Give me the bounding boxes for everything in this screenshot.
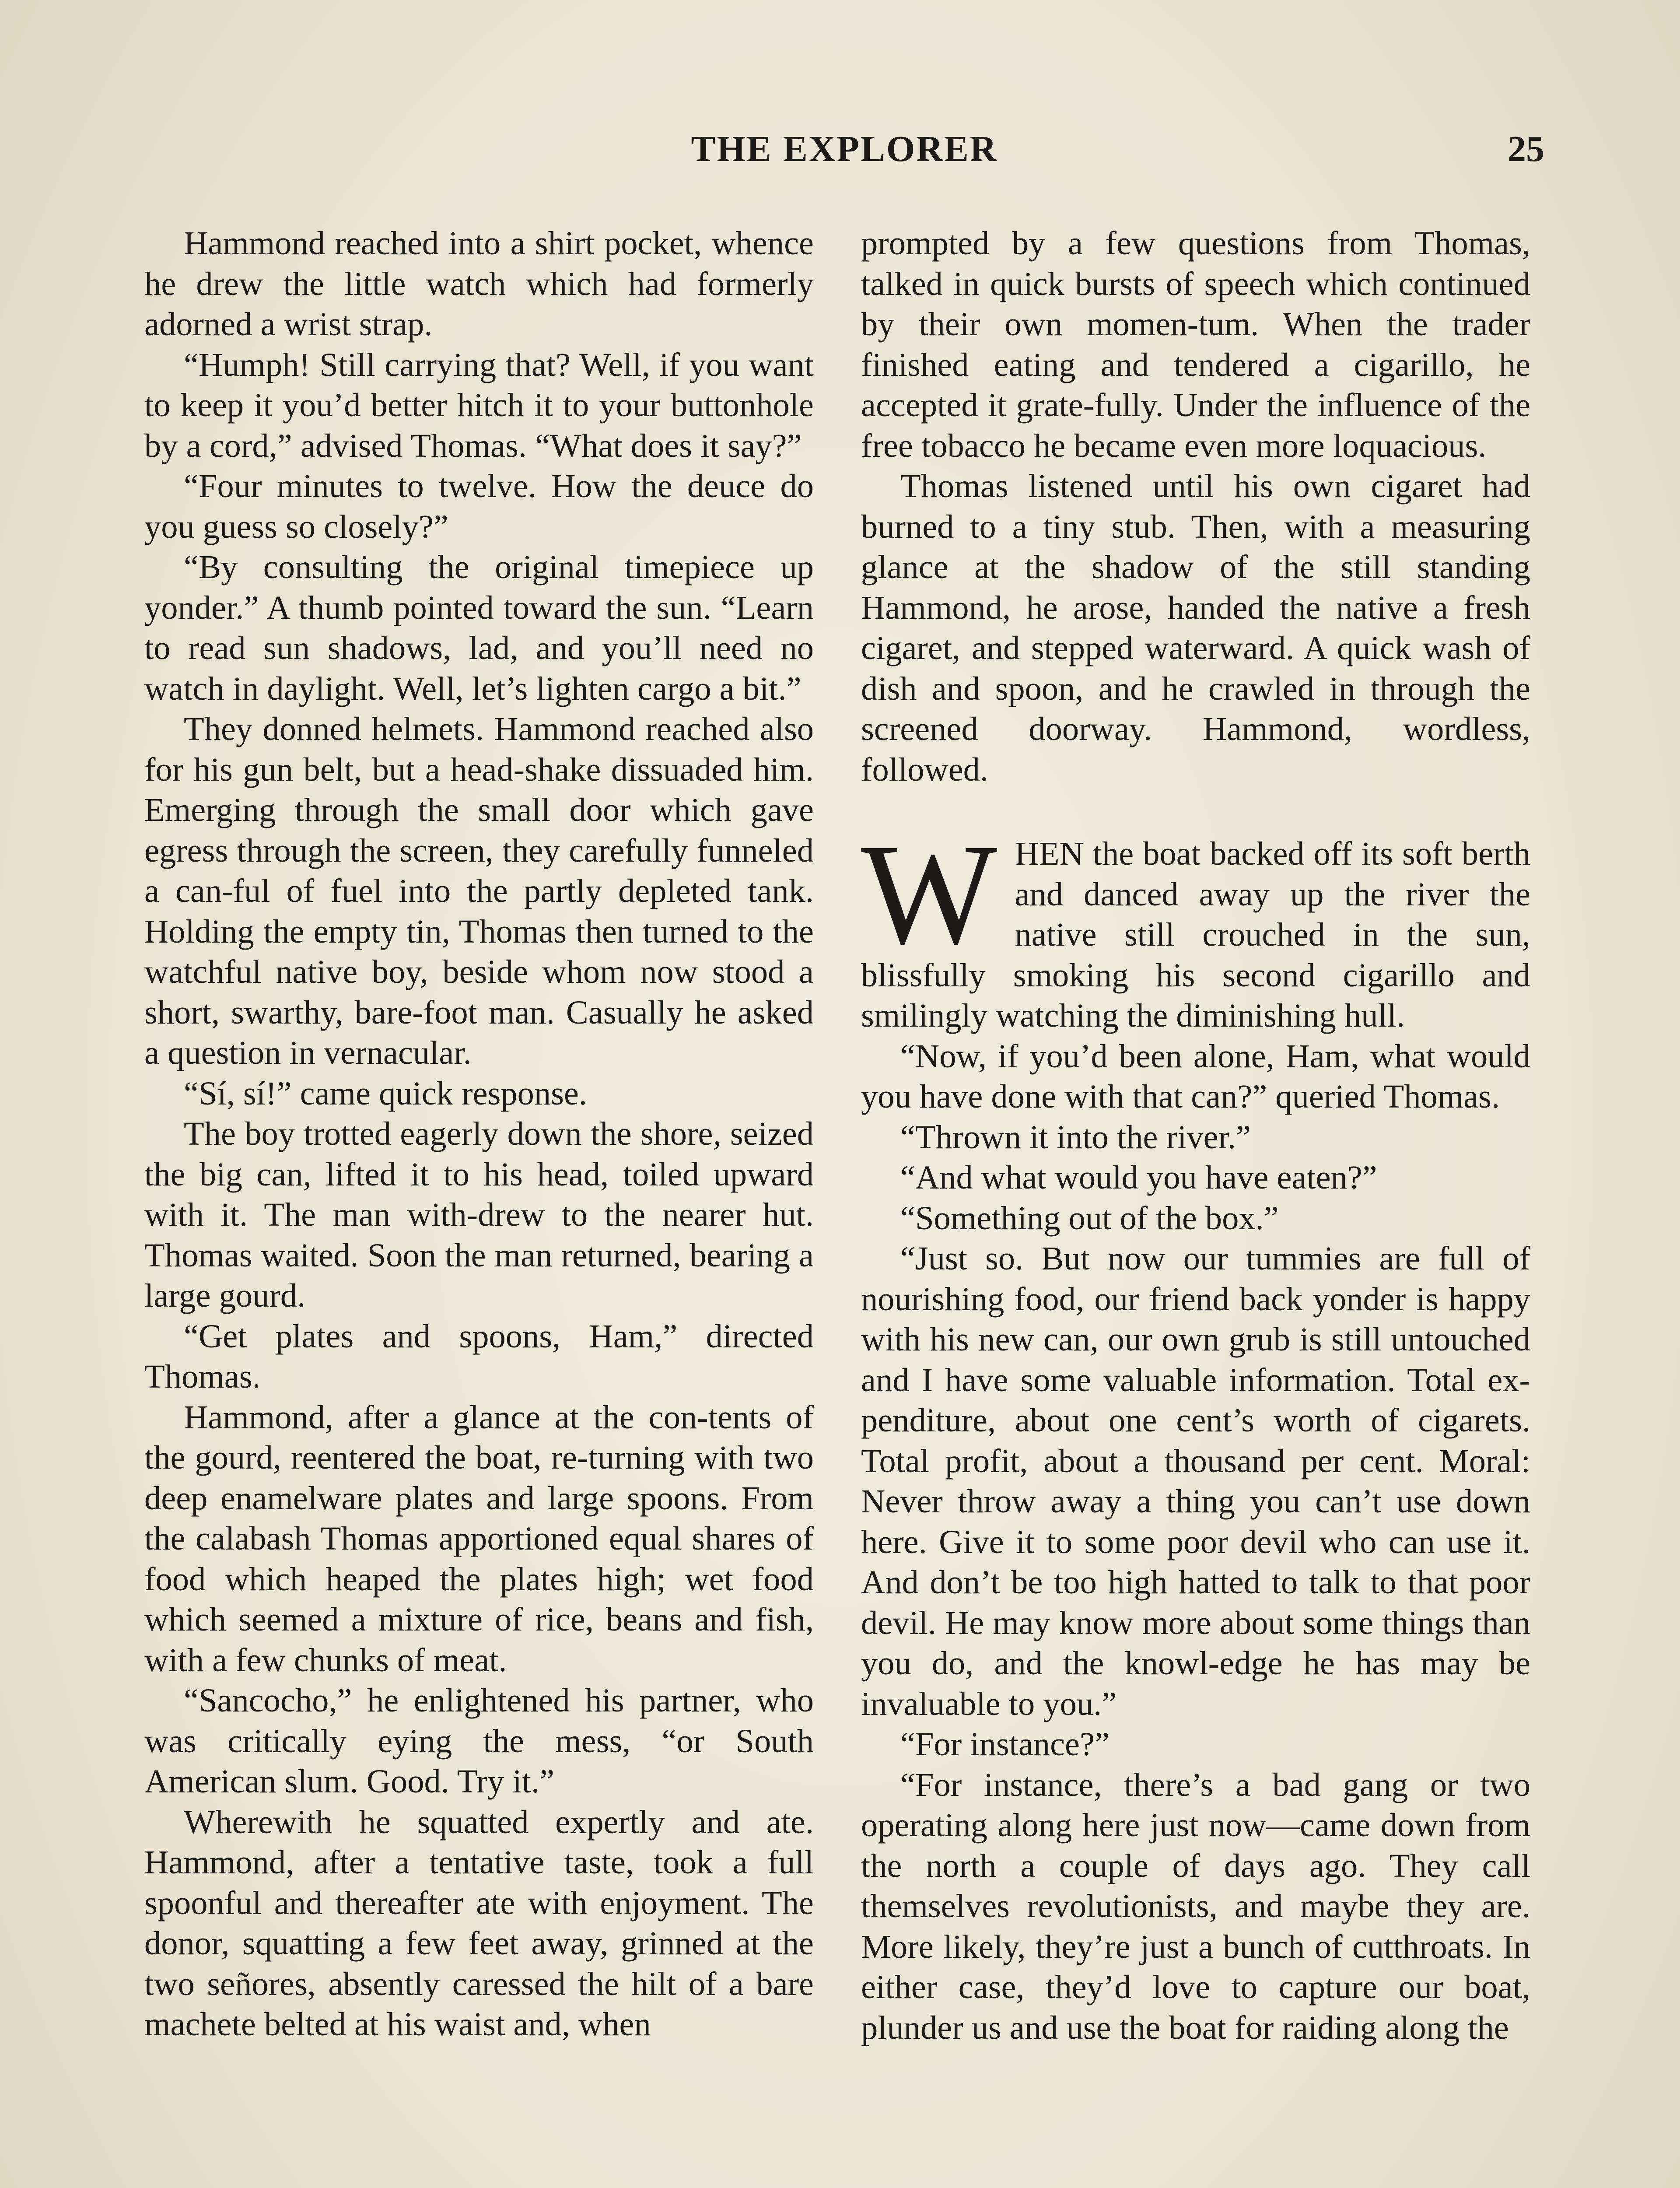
paragraph: Hammond reached into a shirt pocket, whence he drew the little watch which had formerly adorned a wrist strap. bbox=[144, 224, 814, 343]
page-header bbox=[144, 128, 1544, 176]
paragraph: “Sí, sí!” came quick response. bbox=[184, 1074, 587, 1112]
paragraph: The boy trotted eagerly down the shore, seized the big can, lifted it to his head, toiled upward with it. The man with-drew to the nearer hut. Thomas waited. Soon the man returned, bearing a large gourd. bbox=[144, 1115, 814, 1314]
paragraph: “Get plates and spoons, Ham,” directed Thomas. bbox=[144, 1317, 814, 1395]
paragraph: “Sancocho,” he enlightened his partner, who was critically eying the mess, “or South American slum. Good. Try it.” bbox=[144, 1682, 814, 1800]
paragraph: “For instance?” bbox=[900, 1725, 1110, 1763]
paragraph: “Thrown it into the river.” bbox=[900, 1118, 1251, 1156]
paragraph: “Something out of the box.” bbox=[900, 1199, 1279, 1237]
section-opening-text: HEN the boat backed off its soft berth and danced away up the river the native still crouched in the sun, blissfully smoking his second cigarillo and smilingly watching the diminishing hull. bbox=[861, 835, 1530, 1034]
paragraph: “For instance, there’s a bad gang or two operating along here just now—came down from the north a couple of days ago. They call themselves revolutionists, and maybe they are. More likely, they’re just a bunch of cutthroats. In either case, they’d love to capture our boat, plunder us and use the boat for raiding along the bbox=[861, 1766, 1530, 2046]
paragraph: Thomas listened until his own cigaret had burned to a tiny stub. Then, with a measuring glance at the shadow of the still standing Hammond, he arose, handed the native a fresh cigaret, and stepped waterward. A quick wash of dish and spoon, and he crawled in through the screened doorway. Hammond, wordless, followed. bbox=[861, 467, 1530, 788]
paragraph-continued: prompted by a few questions from Thomas, talked in quick bursts of speech which continued by their own momen-tum. When the trader finished eating and tendered a cigarillo, he accepted it grate-fully. Under the influence of the free tobacco he became even more loquacious. bbox=[861, 224, 1530, 464]
section-opening-paragraph bbox=[861, 814, 1530, 1036]
left-column bbox=[144, 223, 814, 2045]
running-title: THE EXPLORER bbox=[691, 129, 998, 169]
paragraph: “By consulting the original timepiece up yonder.” A thumb pointed toward the sun. “Learn to read sun shadows, lad, and you’ll need no watch in daylight. Well, let’s lighten cargo a bit.” bbox=[144, 548, 814, 707]
paragraph: Wherewith he squatted expertly and ate. Hammond, after a tentative taste, took a full spoonful and thereafter ate with enjoyment. The donor, squatting a few feet away, grinned at the two señores, absently caressed the hilt of a bare machete belted at his waist and, when bbox=[144, 1803, 814, 2043]
paragraph: They donned helmets. Hammond reached also for his gun belt, but a head-shake dissuaded him. Emerging through the small door which gave egress through the screen, they carefully funneled a can-ful of fuel into the partly depleted tank. Holding the empty tin, Thomas then turned to the watchful native boy, beside whom now stood a short, swarthy, bare-foot man. Casually he asked a question in vernacular. bbox=[144, 710, 814, 1071]
paragraph: “Humph! Still carrying that? Well, if you want to keep it you’d better hitch it to your buttonhole by a cord,” advised Thomas. “What does it say?” bbox=[144, 346, 814, 464]
paragraph: “And what would you have eaten?” bbox=[900, 1159, 1377, 1196]
right-column bbox=[861, 223, 1530, 2048]
drop-cap: W bbox=[861, 814, 998, 974]
page-number: 25 bbox=[1508, 129, 1544, 169]
paragraph: Hammond, after a glance at the con-tents of the gourd, reentered the boat, re-turning with two deep enamelware plates and large spoons. From the calabash Thomas apportioned equal shares of food which heaped the plates high; wet food which seemed a mixture of rice, beans and fish, with a few chunks of meat. bbox=[144, 1398, 814, 1679]
paragraph: “Four minutes to twelve. How the deuce do you guess so closely?” bbox=[144, 467, 814, 545]
paragraph: “Just so. But now our tummies are full of nourishing food, our friend back yonder is happy with his new can, our own grub is still untouched and I have some valuable information. Total ex-penditure, about one cent’s worth of cigarets. Total profit, about a thousand per cent. Moral: Never throw away a thing you can’t use down here. Give it to some poor devil who can use it. And don’t be too high hatted to talk to that poor devil. He may know more about some things than you do, and the knowl-edge he has may be invaluable to you.” bbox=[861, 1240, 1530, 1722]
paragraph: “Now, if you’d been alone, Ham, what would you have done with that can?” queried Thomas. bbox=[861, 1037, 1530, 1115]
